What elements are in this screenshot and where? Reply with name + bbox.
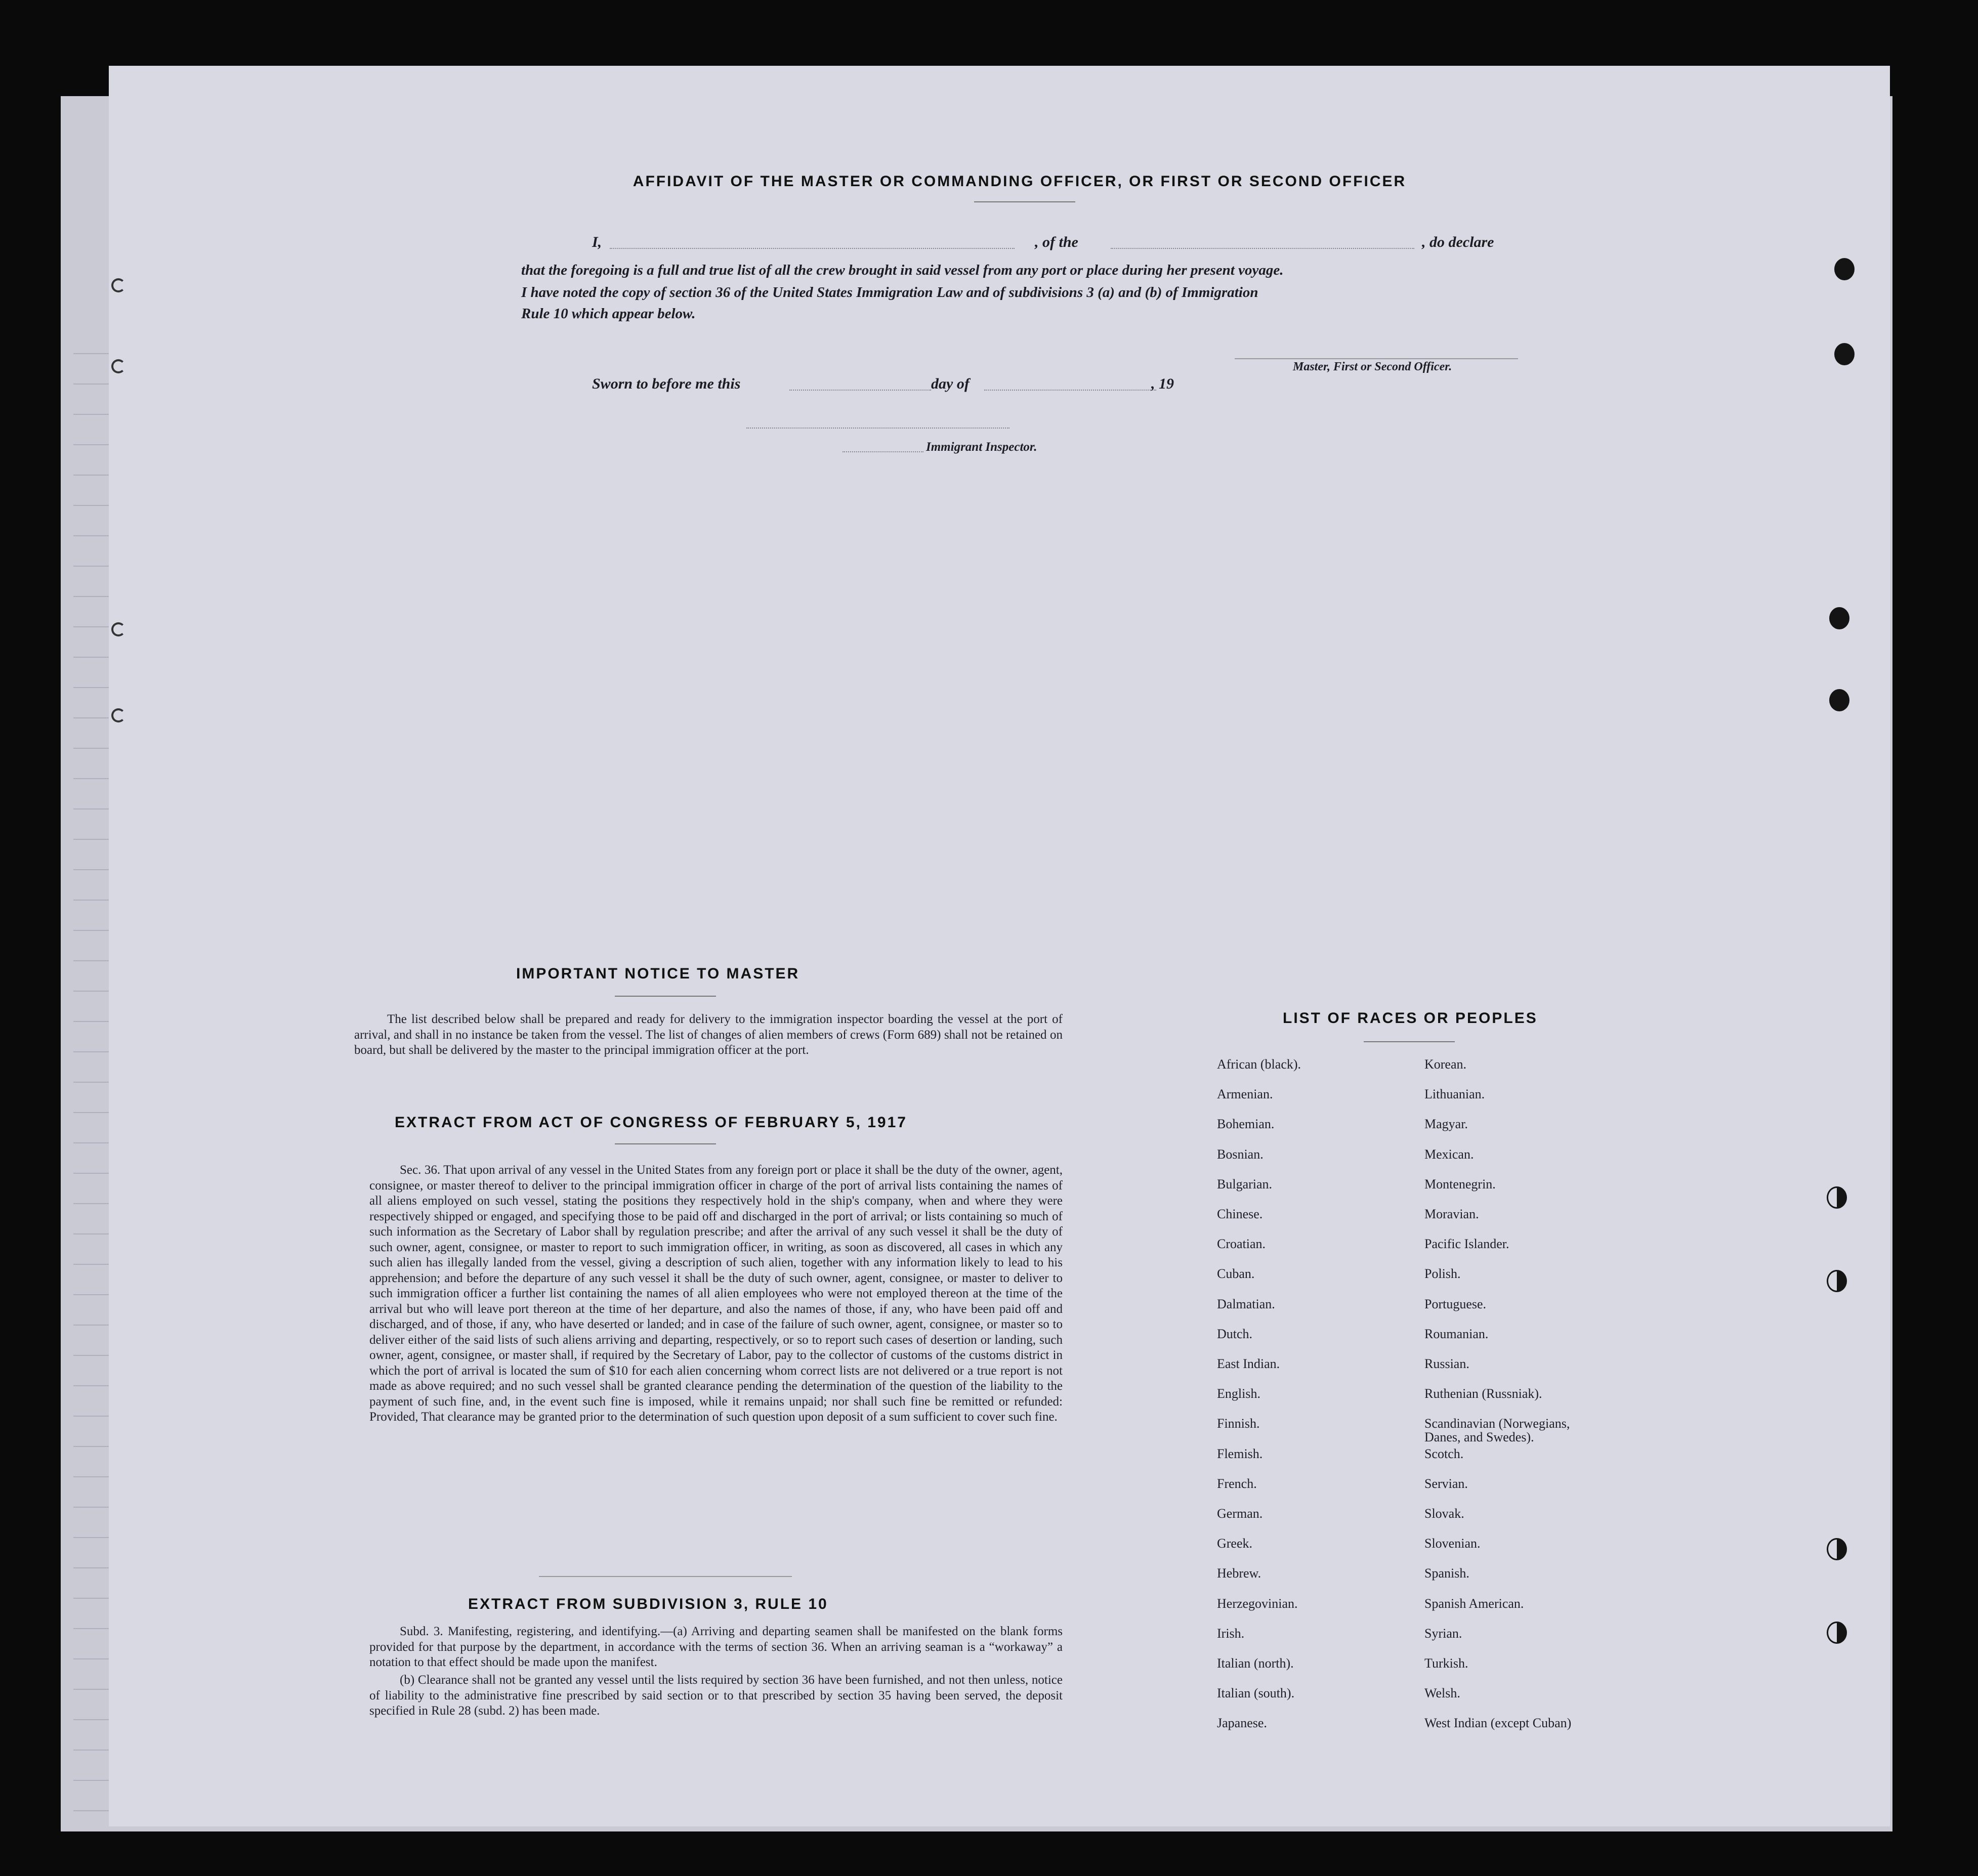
- form-page: [109, 66, 1890, 1826]
- race-item: Scandinavian (Norwegians, Danes, and Swedes).: [1424, 1416, 1570, 1445]
- affidavit-declare-label: , do declare: [1422, 234, 1494, 250]
- race-item: Roumanian.: [1424, 1326, 1489, 1341]
- race-item: Chinese.: [1217, 1207, 1263, 1221]
- race-item: Irish.: [1217, 1626, 1245, 1641]
- race-item: Dalmatian.: [1217, 1296, 1275, 1311]
- sworn-label: Sworn to before me this: [592, 375, 741, 392]
- affidavit-line3: I have noted the copy of section 36 of the United States Immigration Law and of subdivisions 3 (a) and (b) of Immigration: [521, 284, 1258, 301]
- title-rule: [974, 201, 1075, 202]
- binder-hole: [111, 359, 125, 373]
- binder-hole: [1827, 1538, 1847, 1560]
- rule-text-a: Subd. 3. Manifesting, registering, and identifying.—(a) Arriving and departing seamen shall be manifested on the blank forms provided for that purpose by the department, in accordance with the terms of section 36. When an arriving seaman is a “workaway” a notation to that effect should be made upon the manifest.: [369, 1625, 1063, 1669]
- race-item: English.: [1217, 1386, 1260, 1401]
- race-item: Welsh.: [1424, 1686, 1460, 1701]
- affidavit-line4: Rule 10 which appear below.: [521, 306, 696, 322]
- act-rule: [615, 1143, 716, 1144]
- races-title: LIST OF RACES OR PEOPLES: [1283, 1010, 1538, 1027]
- race-item: Greek.: [1217, 1536, 1253, 1551]
- binder-hole: [1827, 1622, 1847, 1644]
- race-item: Portuguese.: [1424, 1296, 1487, 1311]
- inspector-signature-line[interactable]: [746, 428, 1009, 429]
- binder-hole: [111, 278, 125, 292]
- binder-hole: [1834, 258, 1855, 280]
- race-item: Turkish.: [1424, 1656, 1468, 1671]
- inspector-caption: Immigrant Inspector.: [926, 440, 1037, 454]
- binder-hole: [111, 708, 125, 722]
- binder-hole: [1829, 689, 1849, 711]
- act-title: EXTRACT FROM ACT OF CONGRESS OF FEBRUARY 5, 1917: [395, 1114, 907, 1131]
- race-item: Herzegovinian.: [1217, 1596, 1298, 1611]
- affidavit-line2: that the foregoing is a full and true list of all the crew brought in said vessel from any port or place during her present voyage.: [521, 262, 1284, 278]
- binder-hole: [1834, 343, 1855, 365]
- month-blank[interactable]: [984, 390, 1156, 391]
- binder-hole: [111, 622, 125, 636]
- binder-hole: [1827, 1270, 1847, 1292]
- affidavit-of-the-label: , of the: [1035, 234, 1078, 250]
- race-item: Montenegrin.: [1424, 1176, 1496, 1191]
- race-item: Cuban.: [1217, 1266, 1255, 1282]
- race-item: Polish.: [1424, 1266, 1461, 1282]
- race-item: Ruthenian (Russniak).: [1424, 1386, 1542, 1401]
- notice-text: The list described below shall be prepared and ready for delivery to the immigration inspector boarding the vessel at the port of arrival, and shall in no instance be taken from the vessel. The list of changes of alien members of crews (Form 689) shall not be retained on board, but shall be delivered by the master to the principal immigration officer at the port.: [354, 1012, 1063, 1057]
- name-blank[interactable]: [610, 248, 1015, 249]
- sworn-day-blank[interactable]: [789, 390, 931, 391]
- race-item: Slovak.: [1424, 1506, 1464, 1521]
- race-item: Finnish.: [1217, 1416, 1260, 1431]
- race-item: Italian (north).: [1217, 1656, 1294, 1671]
- day-of-label: day of: [931, 375, 970, 392]
- race-item: Spanish.: [1424, 1566, 1469, 1581]
- act-text: Sec. 36. That upon arrival of any vessel in the United States from any foreign port or place it shall be the duty of the owner, agent, consignee, or master thereof to deliver to the principal immigration officer in charge of the port of arrival lists containing the names of all aliens employed on such vessel, stating the positions they respectively hold in the ship's company, when and where they were respectively shipped or engaged, and specifying those to be paid off and discharged in the port of arrival; or lists containing so much of such information as the Secretary of Labor shall by regulation prescribe; and after the arrival of any such vessel it shall be the duty of such owner, agent, consignee, or master to report to such immigration officer, in writing, as soon as discovered, all cases in which any such alien has illegally landed from the vessel, giving a description of such alien, together with any information likely to lead to his apprehension; and before the departure of any such vessel it shall be the duty of such owner, agent, consignee, or master to deliver to such immigration officer a further list containing the names of all alien employees who were not employed thereon at the time of the arrival but who will leave port thereon at the time of her departure, and also the names of those, if any, who have been paid off and discharged, and of those, if any, who have deserted or landed; and in case of the failure of such owner, agent, consignee, or master so to deliver either of the said lists of such aliens arriving and departing, respectively, or so to report such cases of desertion or landing, such owner, agent, consignee, or master shall, if required by the Secretary of Labor, pay to the collector of customs of the customs district in which the port of arrival is located the sum of $10 for each alien concerning whom correct lists are not delivered or a true report is not made as above required; and no such vessel shall be granted clearance pending the determination of the question of the liability to the payment of such fine, and, in the event such fine is imposed, while it remains unpaid; nor shall such fine be remitted or refunded: Provided, That clearance may be granted prior to the determination of such question upon deposit of a sum sufficient to cover such fine.: [369, 1163, 1063, 1424]
- race-item: Slovenian.: [1424, 1536, 1481, 1551]
- affidavit-i-label: I,: [592, 234, 602, 250]
- notice-title: IMPORTANT NOTICE TO MASTER: [516, 965, 800, 982]
- race-item: Mexican.: [1424, 1146, 1474, 1162]
- year-label: , 19: [1151, 375, 1174, 392]
- vessel-blank[interactable]: [1111, 248, 1414, 249]
- race-item: Italian (south).: [1217, 1686, 1295, 1701]
- binder-hole: [1827, 1186, 1847, 1209]
- notice-rule: [615, 996, 716, 997]
- rule-text-b: (b) Clearance shall not be granted any vessel until the lists required by section 36 have been furnished, and not then unless, notice of liability to the administrative fine prescribed by said section or to that prescribed by section 35 having been served, the deposit specified in Rule 28 (subd. 2) has been made.: [369, 1673, 1063, 1718]
- race-item: Russian.: [1424, 1356, 1469, 1371]
- race-item: French.: [1217, 1476, 1257, 1491]
- affidavit-title: AFFIDAVIT OF THE MASTER OR COMMANDING OFFICER, OR FIRST OR SECOND OFFICER: [633, 173, 1407, 190]
- race-item: Flemish.: [1217, 1446, 1263, 1461]
- race-item: Croatian.: [1217, 1237, 1266, 1252]
- race-item: Hebrew.: [1217, 1566, 1261, 1581]
- rule-title: EXTRACT FROM SUBDIVISION 3, RULE 10: [468, 1596, 828, 1612]
- race-item: Bosnian.: [1217, 1146, 1264, 1162]
- race-item: Servian.: [1424, 1476, 1468, 1491]
- race-item: West Indian (except Cuban): [1424, 1716, 1572, 1731]
- inspector-dots: [843, 451, 923, 452]
- binder-hole: [1829, 607, 1849, 629]
- race-item: Dutch.: [1217, 1326, 1253, 1341]
- race-item: Scotch.: [1424, 1446, 1464, 1461]
- race-item: Moravian.: [1424, 1207, 1479, 1221]
- race-item: Lithuanian.: [1424, 1087, 1485, 1102]
- race-item: East Indian.: [1217, 1356, 1280, 1371]
- race-item: Bulgarian.: [1217, 1176, 1273, 1191]
- master-signature-line[interactable]: [1235, 358, 1518, 359]
- race-item: African (black).: [1217, 1057, 1301, 1072]
- race-item: German.: [1217, 1506, 1263, 1521]
- race-item: Pacific Islander.: [1424, 1237, 1509, 1252]
- race-item: Bohemian.: [1217, 1117, 1275, 1132]
- races-rule: [1364, 1041, 1455, 1042]
- race-item: Armenian.: [1217, 1087, 1273, 1102]
- race-item: Spanish American.: [1424, 1596, 1524, 1611]
- race-item: Syrian.: [1424, 1626, 1462, 1641]
- race-item: Magyar.: [1424, 1117, 1468, 1132]
- master-signature-caption: Master, First or Second Officer.: [1293, 360, 1452, 373]
- race-item: Japanese.: [1217, 1716, 1267, 1731]
- act-end-rule: [539, 1576, 792, 1577]
- race-item: Korean.: [1424, 1057, 1467, 1072]
